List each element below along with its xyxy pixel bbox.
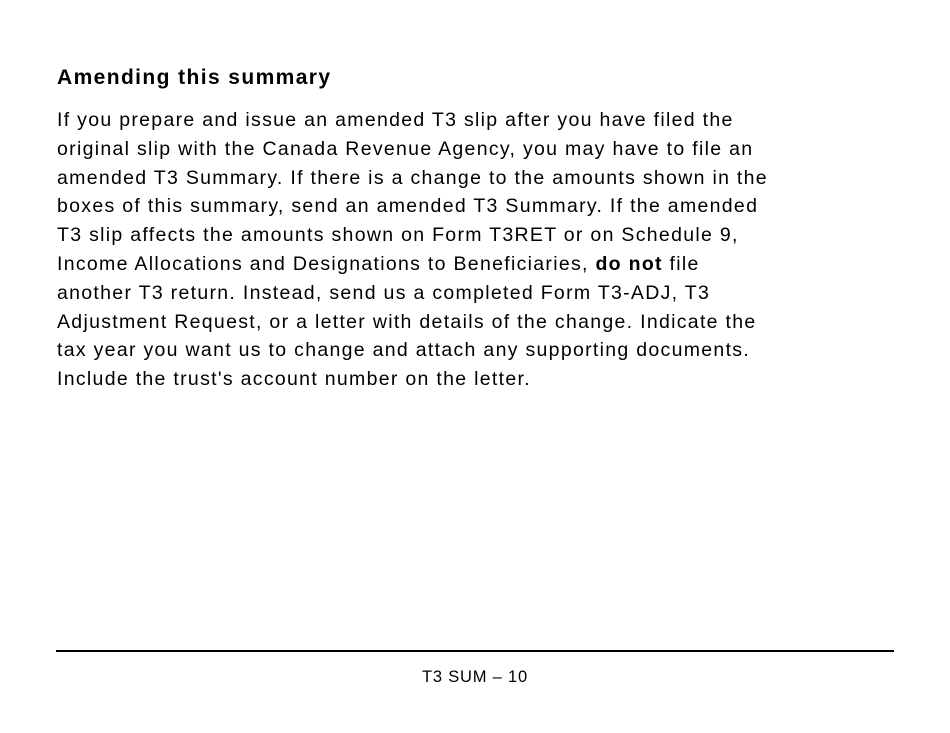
paragraph-line-9: tax year you want us to change and attach any supporting documents. <box>57 339 751 362</box>
paragraph-line-7: another T3 return. Instead, send us a completed Form T3-ADJ, T3 <box>57 281 711 304</box>
paragraph-line-1: If you prepare and issue an amended T3 slip after you have filed the <box>57 109 734 131</box>
paragraph-line-4: boxes of this summary, send an amended T3 Summary. If the amended <box>57 195 759 218</box>
paragraph-line-3: amended T3 Summary. If there is a change to the amounts shown in the <box>57 166 768 189</box>
page-number: T3 SUM – 10 <box>421 668 528 686</box>
paragraph-line-2: original slip with the Canada Revenue Agency, you may have to file an <box>57 137 754 160</box>
paragraph-line-10: Include the trust's account number on the letter. <box>57 368 531 391</box>
paragraph-line-6-tail: file <box>669 252 700 275</box>
paragraph-line-6-text: Income Allocations and Designations to Beneficiaries, <box>57 252 589 275</box>
paragraph-line-6 <box>57 250 887 279</box>
paragraph-line-8: Adjustment Request, or a letter with details of the change. Indicate the <box>57 310 757 333</box>
section-heading: Amending this summary <box>57 66 332 89</box>
footer-divider <box>56 650 894 652</box>
emphasis-do-not: do not <box>595 252 663 275</box>
paragraph-line-5: T3 slip affects the amounts shown on Form T3RET or on Schedule 9, <box>57 224 739 247</box>
section-paragraph <box>57 106 887 394</box>
